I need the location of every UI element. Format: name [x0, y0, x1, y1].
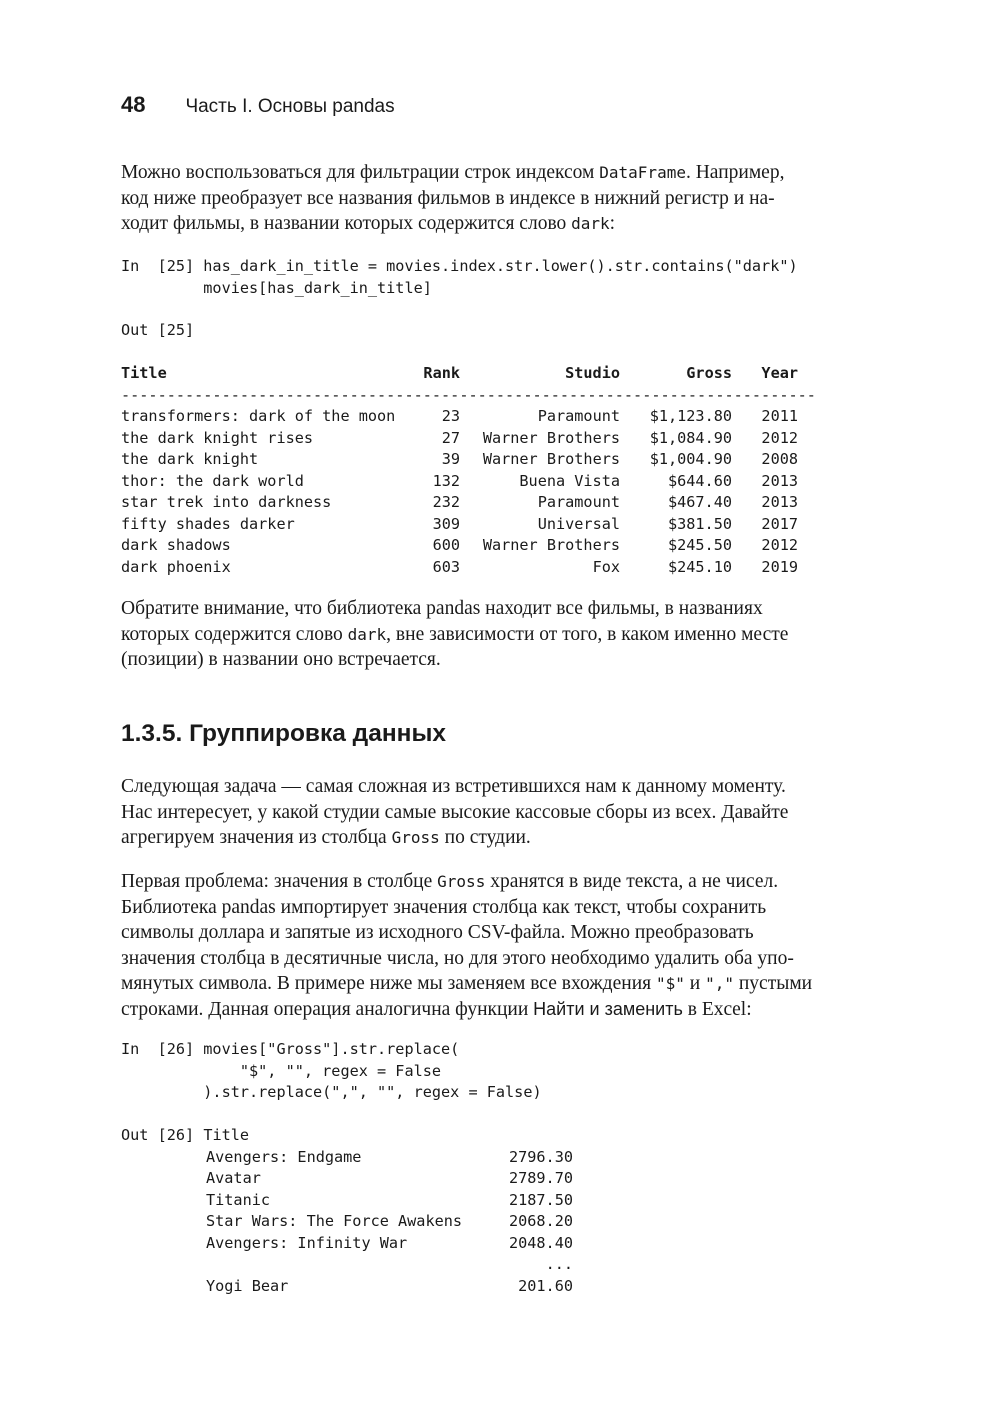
text-line: Первая проблема: значения в столбце Gross хранятся в виде текста, а не чисел.	[121, 871, 779, 892]
series-header-row	[121, 1125, 601, 1147]
cell-studio: Warner Brothers	[482, 428, 620, 447]
series-index-label: Yogi Bear	[206, 1276, 289, 1295]
series-value: 2796.30	[508, 1147, 573, 1166]
ui-term: Найти и заменить	[533, 998, 683, 1019]
table-body	[121, 406, 801, 578]
series-value: 2068.20	[508, 1212, 573, 1230]
series-index-label: Avengers: Infinity War	[206, 1233, 408, 1252]
cell-studio: Buena Vista	[519, 471, 620, 490]
paragraph-intro	[121, 160, 881, 237]
cell-studio: Universal	[537, 514, 620, 533]
cell-title: thor: the dark world	[121, 471, 304, 490]
series-value: 2187.50	[508, 1190, 573, 1209]
cell-studio: Warner Brothers	[482, 450, 620, 468]
text-line: символы доллара и запятые из исходного CSV-файла. Можно преобразовать	[121, 922, 754, 943]
cell-studio: Warner Brothers	[482, 536, 620, 554]
page-number: 48	[121, 92, 146, 117]
cell-year: 2011	[761, 407, 798, 425]
output-table-25	[121, 363, 816, 578]
text-line: строками. Данная операция аналогична функции Найти и заменить в Excel:	[121, 998, 752, 1020]
column-header-studio: Studio	[565, 364, 620, 382]
cell-year: 2013	[761, 471, 798, 490]
cell-year: 2017	[761, 514, 798, 533]
code-output-label-26: Out [26]	[121, 1126, 195, 1144]
table-header-row	[121, 363, 801, 385]
inline-code: dark	[347, 624, 387, 644]
cell-year: 2013	[761, 493, 798, 511]
cell-rank: 309	[432, 514, 460, 533]
text-line: мянутых символа. В примере ниже мы заменяем все вхождения "$" и "," пустыми	[121, 973, 813, 994]
table-row	[121, 557, 801, 579]
text-line: ходит фильмы, в названии которых содержится слово dark:	[121, 213, 616, 234]
series-value: ...	[545, 1255, 573, 1273]
paragraph-note	[121, 596, 881, 673]
text-line: (позиции) в названии оно встречается.	[121, 649, 441, 670]
column-header-gross: Gross	[686, 364, 732, 382]
cell-gross: $245.10	[667, 557, 732, 576]
series-row	[121, 1147, 601, 1169]
series-row	[121, 1168, 601, 1190]
text-line: которых содержится слово dark, вне зависимости от того, в каком именно месте	[121, 623, 789, 645]
table-row	[121, 428, 801, 450]
output-series-26	[121, 1125, 601, 1297]
table-row	[121, 492, 801, 514]
series-index-label: Avatar	[206, 1169, 261, 1187]
cell-gross: $245.50	[667, 536, 732, 554]
cell-rank: 232	[432, 493, 460, 511]
column-header-rank: Rank	[423, 364, 460, 382]
cell-title: fifty shades darker	[121, 514, 295, 533]
text-line: Обратите внимание, что библиотека pandas находит все фильмы, в названиях	[121, 598, 763, 619]
cell-rank: 603	[432, 557, 460, 576]
inline-code: dark	[571, 214, 610, 233]
cell-title: the dark knight rises	[121, 428, 314, 447]
table-separator: ----------------------------------------------------------------------------	[121, 385, 816, 404]
text-line: Можно воспользоваться для фильтрации строк индексом DataFrame. Например,	[121, 162, 785, 183]
cell-title: dark phoenix	[121, 557, 231, 576]
cell-title: the dark knight	[121, 450, 259, 468]
cell-year: 2019	[761, 557, 798, 576]
cell-rank: 132	[432, 471, 460, 490]
code-input-26: In [26] movies["Gross"].str.replace( "$", "", regex = False ).str.replace(",", "", regex = False)	[121, 1040, 542, 1101]
cell-gross: $1,123.80	[649, 407, 732, 425]
cell-year: 2008	[761, 450, 798, 468]
series-body	[121, 1147, 601, 1298]
text-line: Следующая задача — самая сложная из встретившихся нам к данному моменту.	[121, 776, 786, 797]
series-row	[121, 1233, 601, 1255]
series-index-label: Titanic	[206, 1190, 271, 1209]
paragraph-task	[121, 774, 881, 851]
cell-rank: 39	[441, 450, 460, 468]
column-header-year: Year	[761, 364, 798, 382]
cell-gross: $1,084.90	[649, 428, 732, 447]
table-row	[121, 471, 801, 493]
cell-year: 2012	[761, 536, 798, 554]
series-row	[121, 1254, 601, 1276]
page-header	[121, 92, 395, 118]
cell-rank: 27	[441, 428, 460, 447]
series-row	[121, 1190, 601, 1212]
column-header-title: Title	[121, 364, 167, 382]
series-index-label: Star Wars: The Force Awakens	[206, 1212, 463, 1230]
inline-code: "$"	[655, 974, 685, 993]
cell-studio: Fox	[592, 557, 620, 576]
cell-gross: $644.60	[667, 471, 732, 490]
code-input-25: In [25] has_dark_in_title = movies.index.str.lower().str.contains("dark") movies[has_dark_in_title]	[121, 257, 798, 297]
series-index-name: Title	[203, 1126, 250, 1144]
text-line: агрегируем значения из столбца Gross по студии.	[121, 827, 531, 848]
cell-gross: $381.50	[667, 514, 732, 533]
series-value: 2048.40	[508, 1233, 573, 1252]
table-row	[121, 514, 801, 536]
cell-year: 2012	[761, 428, 798, 447]
code-output-label-25: Out [25]	[121, 321, 195, 339]
table-row	[121, 449, 801, 471]
series-row	[121, 1276, 601, 1298]
series-value: 201.60	[518, 1276, 573, 1295]
cell-studio: Paramount	[537, 407, 620, 425]
paragraph-problem	[121, 869, 881, 1022]
text-line: Библиотека pandas импортирует значения столбца как текст, чтобы сохранить	[121, 896, 767, 918]
cell-title: dark shadows	[121, 536, 231, 554]
cell-title: transformers: dark of the moon	[121, 407, 396, 425]
text-line: код ниже преобразует все названия фильмов в индексе в нижний регистр и на-	[121, 187, 775, 209]
running-title: Часть I. Основы pandas	[185, 96, 395, 117]
cell-rank: 600	[432, 536, 460, 554]
section-heading: 1.3.5. Группировка данных	[121, 720, 446, 747]
cell-studio: Paramount	[537, 493, 620, 511]
cell-gross: $1,004.90	[649, 450, 732, 468]
text-line: значения столбца в десятичные числа, но для этого необходимо удалить оба упо-	[121, 947, 794, 969]
inline-code: Gross	[437, 872, 486, 891]
series-index-label: Avengers: Endgame	[206, 1147, 362, 1166]
inline-code: Gross	[391, 828, 440, 847]
inline-code: ","	[705, 974, 734, 993]
series-value: 2789.70	[508, 1169, 573, 1187]
table-row	[121, 406, 801, 428]
cell-title: star trek into darkness	[121, 493, 332, 511]
cell-rank: 23	[441, 407, 460, 425]
cell-gross: $467.40	[667, 493, 732, 511]
series-row	[121, 1211, 601, 1233]
inline-code: DataFrame	[599, 163, 686, 182]
table-row	[121, 535, 801, 557]
text-line: Нас интересует, у какой студии самые высокие кассовые сборы из всех. Давайте	[121, 801, 789, 823]
